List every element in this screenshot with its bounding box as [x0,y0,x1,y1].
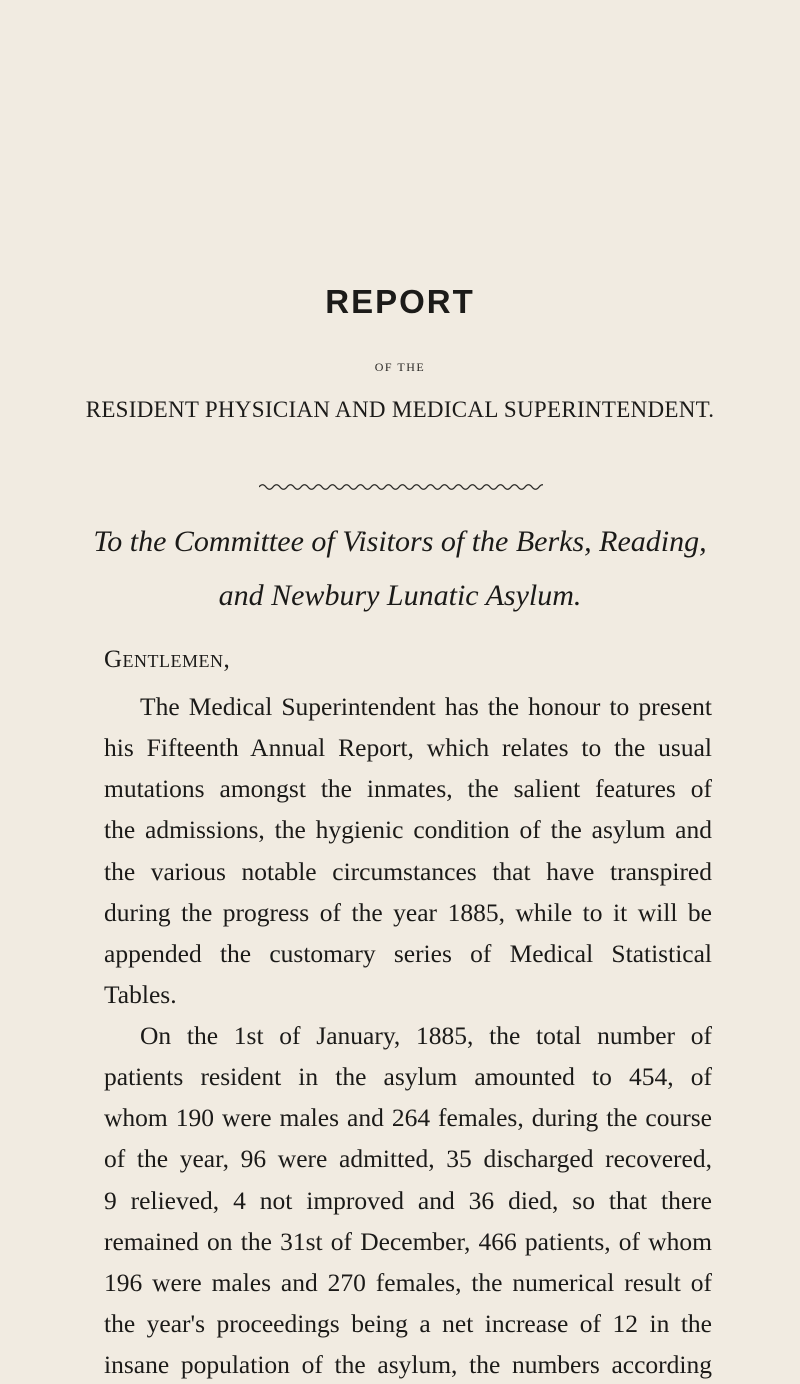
paragraph-2-line: the year's proceedings being a net increase of 12 in the [104,1308,712,1338]
paragraph-2-line: of the year, 96 were admitted, 35 discharged recovered, [104,1144,712,1174]
address-line-1: To the Committee of Visitors of the Berks, Reading, [93,525,707,558]
paragraph-1-line: appended the customary series of Medical Statistical [104,938,712,968]
wavy-rule-divider [259,482,543,492]
paragraph-2-line: 196 were males and 270 females, the numerical result of [104,1267,712,1297]
paragraph-2-line: patients resident in the asylum amounted to 454, of [104,1062,712,1092]
paragraph-1-line: mutations amongst the inmates, the salient features of [104,774,712,804]
paragraph-1-line: The Medical Superintendent has the honour to present [140,692,712,721]
paragraph-2-line: On the 1st of January, 1885, the total number of [140,1021,712,1050]
report-title: REPORT [325,283,475,320]
paragraph-1-line: during the progress of the year 1885, while to it will be [104,897,712,927]
paragraph-2-line: 9 relieved, 4 not improved and 36 died, so that there [104,1185,712,1215]
paragraph-1-line: the various notable circumstances that have transpired [104,856,712,886]
salutation: Gentlemen, [104,646,231,673]
paragraph-1-line: the admissions, the hygienic condition of the asylum and [104,815,712,845]
report-subtitle: RESIDENT PHYSICIAN AND MEDICAL SUPERINTENDENT. [85,397,715,422]
of-the-label: OF THE [374,360,426,374]
paragraph-2-line: remained on the 31st of December, 466 patients, of whom [104,1226,712,1256]
paragraph-1-line: his Fifteenth Annual Report, which relates to the usual [104,733,712,763]
address-line-2: and Newbury Lunatic Asylum. [218,579,582,612]
paragraph-2-line: insane population of the asylum, the numbers according [104,1350,712,1379]
paragraph-1-line: Tables. [104,979,177,1009]
paragraph-2-line: whom 190 were males and 264 females, during the course [104,1103,712,1133]
